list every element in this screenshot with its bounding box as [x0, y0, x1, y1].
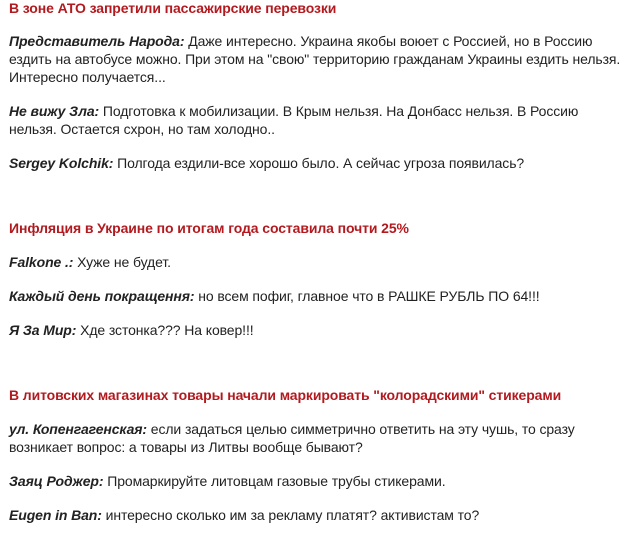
comment-text: Хуже не будет. [77, 254, 171, 270]
comment-author[interactable]: ул. Копенгагенская: [9, 421, 147, 437]
comments-feed [9, 0, 629, 524]
news-headline[interactable]: Инфляция в Украине по итогам года составила почти 25% [9, 220, 409, 236]
comment-author[interactable]: Не вижу Зла: [9, 103, 100, 119]
comment [9, 253, 629, 271]
comment-author[interactable]: Я За Мир: [9, 322, 77, 338]
comment-text: Даже интересно. Украина якобы воюет с Россией, но в Россию ездить на автобусе можно. При этом на "свою" территорию гражданам Украины ездить нельзя. Интересно получается... [9, 33, 621, 85]
news-block [9, 0, 629, 172]
comment-text: интересно сколько им за рекламу платят? активистам то? [105, 507, 480, 523]
news-headline[interactable]: В литовских магазинах товары начали маркировать "колорадскими" стикерами [9, 387, 562, 403]
comment-author[interactable]: Каждый день покращення: [9, 288, 195, 304]
comment-text: но всем пофиг, главное что в РАШКЕ РУБЛЬ ПО 64!!! [198, 288, 540, 304]
comment [9, 472, 629, 490]
comment [9, 102, 629, 138]
comment [9, 32, 629, 86]
comment [9, 321, 629, 339]
comment [9, 506, 629, 524]
comment-author[interactable]: Представитель Народа: [9, 33, 185, 49]
comment-text: Промаркируйте литовцам газовые трубы стикерами. [107, 473, 446, 489]
news-block [9, 387, 629, 524]
news-block [9, 220, 629, 339]
news-headline[interactable]: В зоне АТО запретили пассажирские перевозки [9, 0, 337, 16]
comment [9, 154, 629, 172]
comment-text: Подготовка к мобилизации. В Крым нельзя. На Донбасс нельзя. В Россию нельзя. Остается схрон, но там холодно.. [9, 103, 579, 137]
comment-text: Полгода ездили-все хорошо было. А сейчас угроза появилась? [117, 155, 525, 171]
comment-author[interactable]: Заяц Роджер: [9, 473, 104, 489]
comment-text: Хде зстонка??? На ковер!!! [80, 322, 254, 338]
comment-author[interactable]: Sergey Kolchik: [9, 155, 114, 171]
comment-text: если задаться целью симметрично ответить на эту чушь, то сразу возникает вопрос: а товары из Литвы вообще бывают? [9, 421, 575, 455]
comment-author[interactable]: Falkone .: [9, 254, 74, 270]
comment [9, 287, 629, 305]
comment-author[interactable]: Eugen in Ban: [9, 507, 102, 523]
comment [9, 420, 629, 456]
